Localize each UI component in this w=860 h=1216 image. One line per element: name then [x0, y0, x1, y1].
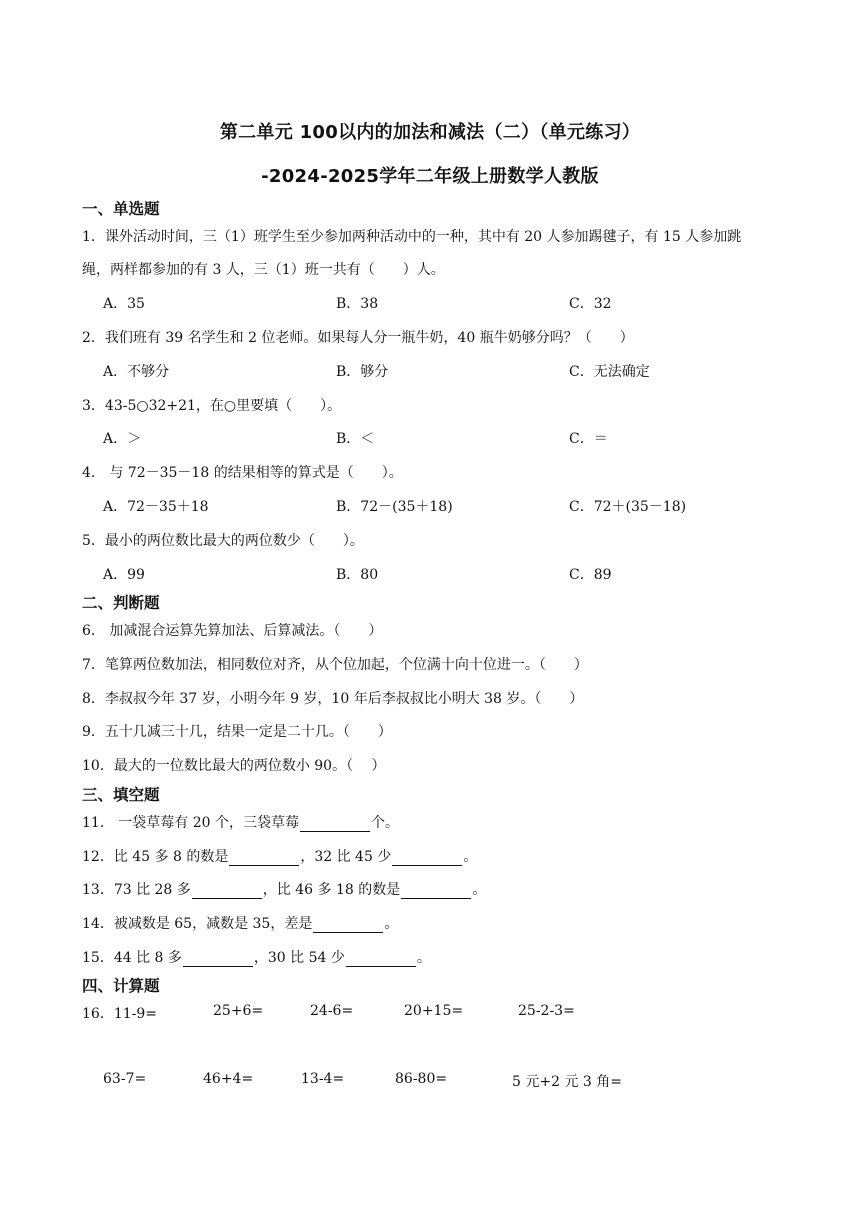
answer-blank[interactable]	[346, 950, 416, 967]
question-5: 5．最小的两位数比最大的两位数少（ ）。	[82, 533, 364, 549]
question-12	[82, 846, 477, 866]
question-10: 10．最大的一位数比最大的两位数小 90。（ ）	[82, 758, 386, 774]
question-11-text-end: 个。	[370, 815, 399, 831]
answer-blank[interactable]	[313, 916, 383, 933]
question-4-option-b: B．72－(35＋18)	[336, 499, 453, 515]
question-2-option-b: B．够分	[336, 364, 389, 380]
section-heading-single-choice: 一、单选题	[82, 200, 160, 218]
section-heading-calculation: 四、计算题	[82, 977, 160, 995]
question-3: 3．43-5○32+21，在○里要填（ ）。	[82, 398, 342, 414]
question-13	[82, 879, 486, 899]
question-3-option-b: B．＜	[336, 431, 375, 447]
question-2-option-a: A．不够分	[103, 364, 170, 380]
answer-blank[interactable]	[183, 950, 253, 967]
question-13-text: 13．73 比 28 多	[82, 882, 191, 898]
question-1-option-c: C．32	[569, 296, 612, 312]
answer-blank[interactable]	[192, 882, 262, 899]
page-title: 第二单元 100以内的加法和减法（二）（单元练习）	[219, 122, 641, 143]
question-13-text-mid: ，比 46 多 18 的数是	[262, 882, 401, 898]
question-3-option-a: A．＞	[103, 431, 142, 447]
question-11-text: 11． 一袋草莓有 20 个，三袋草莓	[82, 815, 299, 831]
question-14	[82, 913, 398, 933]
question-15-text: 15．44 比 8 多	[82, 950, 182, 966]
question-9: 9．五十几减三十几，结果一定是二十几。（ ）	[82, 724, 392, 740]
question-5-option-a: A．99	[103, 567, 145, 583]
question-12-text-end: 。	[463, 849, 478, 865]
question-15-text-end: 。	[416, 950, 431, 966]
question-4-option-a: A．72－35＋18	[103, 499, 209, 515]
question-1-line2: 绳，两样都参加的有 3 人，三（1）班一共有（ ）人。	[82, 262, 445, 278]
question-13-text-end: 。	[472, 882, 487, 898]
calc-item: 25-2-3=	[518, 1003, 575, 1019]
question-12-text-mid: ，32 比 45 少	[300, 849, 392, 865]
question-5-option-b: B．80	[336, 567, 379, 583]
question-14-text: 14．被减数是 65，减数是 35，差是	[82, 916, 313, 932]
answer-blank[interactable]	[401, 882, 471, 899]
question-2: 2．我们班有 39 名学生和 2 位老师。如果每人分一瓶牛奶，40 瓶牛奶够分吗？（ ）	[82, 330, 634, 346]
question-14-text-end: 。	[384, 916, 399, 932]
question-3-option-c: C．＝	[569, 431, 608, 447]
section-heading-fill-blank: 三、填空题	[82, 786, 160, 804]
question-1-line1: 1．课外活动时间，三（1）班学生至少参加两种活动中的一种，其中有 20 人参加踢毽子，有 15 人参加跳	[82, 229, 742, 245]
page-subtitle: -2024-2025学年二年级上册数学人教版	[261, 166, 599, 187]
question-6: 6． 加减混合运算先算加法、后算减法。（ ）	[82, 623, 383, 639]
calc-item: 24-6=	[310, 1003, 354, 1019]
question-4-option-c: C．72＋(35－18)	[569, 499, 687, 515]
answer-blank[interactable]	[392, 849, 462, 866]
question-15	[82, 947, 431, 967]
answer-blank[interactable]	[300, 815, 370, 832]
question-2-option-c: C．无法确定	[569, 364, 650, 380]
question-12-text: 12．比 45 多 8 的数是	[82, 849, 229, 865]
question-1-option-b: B．38	[336, 296, 379, 312]
answer-blank[interactable]	[229, 849, 299, 866]
calc-item: 5 元+2 元 3 角=	[512, 1074, 622, 1090]
question-4: 4． 与 72－35－18 的结果相等的算式是（ ）。	[82, 465, 403, 481]
calc-item: 20+15=	[404, 1003, 464, 1019]
section-heading-true-false: 二、判断题	[82, 594, 160, 612]
question-8: 8．李叔叔今年 37 岁，小明今年 9 岁，10 年后李叔叔比小明大 38 岁。（ ）	[82, 691, 584, 707]
calc-item: 16．11-9=	[82, 1006, 157, 1022]
question-1-option-a: A．35	[103, 296, 145, 312]
calc-item: 25+6=	[213, 1003, 264, 1019]
question-5-option-c: C．89	[569, 567, 612, 583]
calc-item: 86-80=	[395, 1071, 448, 1087]
calc-item: 63-7=	[103, 1071, 147, 1087]
calc-item: 13-4=	[301, 1071, 345, 1087]
calc-item: 46+4=	[203, 1071, 254, 1087]
question-7: 7．笔算两位数加法，相同数位对齐，从个位加起，个位满十向十位进一。（ ）	[82, 657, 588, 673]
question-11	[82, 812, 399, 832]
question-15-text-mid: ，30 比 54 少	[253, 950, 345, 966]
